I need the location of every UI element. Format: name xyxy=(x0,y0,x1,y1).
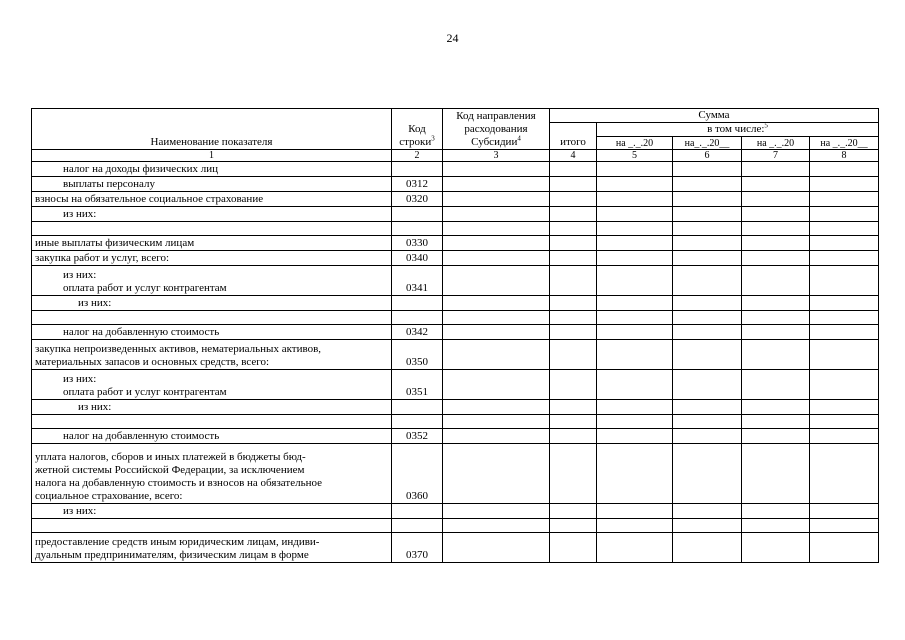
header-incl: в том числе:$^5$ xyxy=(597,123,879,137)
indicator-name-cell: предоставление средств иным юридическим лицам, индиви- дуальным предпринимателям, физическим лицам в форме xyxy=(32,533,392,563)
value-cell[interactable] xyxy=(550,192,597,207)
value-cell[interactable] xyxy=(742,296,810,311)
row-code-cell xyxy=(392,311,443,325)
row-code-cell xyxy=(392,504,443,519)
row-code-cell: 0312 xyxy=(392,177,443,192)
col-num-4: 4 xyxy=(550,150,597,162)
value-cell[interactable] xyxy=(443,533,550,563)
value-cell[interactable] xyxy=(673,251,742,266)
value-cell[interactable] xyxy=(810,162,879,177)
value-cell[interactable] xyxy=(597,236,673,251)
value-cell[interactable] xyxy=(742,162,810,177)
col-num-3: 3 xyxy=(443,150,550,162)
value-cell[interactable] xyxy=(550,415,597,429)
value-cell[interactable] xyxy=(443,504,550,519)
value-cell[interactable] xyxy=(742,415,810,429)
value-cell[interactable] xyxy=(597,429,673,444)
value-cell[interactable] xyxy=(742,177,810,192)
value-cell[interactable] xyxy=(810,519,879,533)
row-code-cell xyxy=(392,162,443,177)
value-cell[interactable] xyxy=(443,162,550,177)
value-cell[interactable] xyxy=(810,340,879,370)
table-row xyxy=(32,177,879,192)
value-cell[interactable] xyxy=(673,266,742,296)
value-cell[interactable] xyxy=(673,236,742,251)
page-number: 24 xyxy=(446,31,459,45)
value-cell[interactable] xyxy=(673,370,742,400)
value-cell[interactable] xyxy=(673,415,742,429)
value-cell[interactable] xyxy=(550,325,597,340)
value-cell[interactable] xyxy=(597,177,673,192)
header-row-top xyxy=(32,109,879,123)
table-row xyxy=(32,340,879,370)
value-cell[interactable] xyxy=(673,177,742,192)
value-cell[interactable] xyxy=(810,207,879,222)
row-code-cell: 0352 xyxy=(392,429,443,444)
value-cell[interactable] xyxy=(550,504,597,519)
value-cell[interactable] xyxy=(673,296,742,311)
indicator-name-cell xyxy=(32,311,392,325)
value-cell[interactable] xyxy=(673,222,742,236)
table-row xyxy=(32,311,879,325)
row-code-cell: 0350 xyxy=(392,340,443,370)
value-cell[interactable] xyxy=(810,533,879,563)
header-date-2: на_._.20__ xyxy=(673,137,742,150)
column-number-row xyxy=(32,150,879,162)
value-cell[interactable] xyxy=(550,177,597,192)
row-code-cell xyxy=(392,400,443,415)
value-cell[interactable] xyxy=(673,162,742,177)
header-date-3: на _._.20 xyxy=(742,137,810,150)
value-cell[interactable] xyxy=(597,340,673,370)
row-code-cell: 0351 xyxy=(392,370,443,400)
value-cell[interactable] xyxy=(443,325,550,340)
indicator-name-cell: из них: xyxy=(32,504,392,519)
value-cell[interactable] xyxy=(810,370,879,400)
value-cell[interactable] xyxy=(550,429,597,444)
value-cell[interactable] xyxy=(673,325,742,340)
table-row xyxy=(32,533,879,563)
value-cell[interactable] xyxy=(742,222,810,236)
value-cell[interactable] xyxy=(742,325,810,340)
value-cell[interactable] xyxy=(597,519,673,533)
value-cell[interactable] xyxy=(597,325,673,340)
value-cell[interactable] xyxy=(597,533,673,563)
indicator-name-cell: из них: оплата работ и услуг контрагентам xyxy=(32,370,392,400)
table-row xyxy=(32,296,879,311)
row-code-cell: 0340 xyxy=(392,251,443,266)
value-cell[interactable] xyxy=(550,444,597,504)
value-cell[interactable] xyxy=(673,340,742,370)
value-cell[interactable] xyxy=(597,370,673,400)
value-cell[interactable] xyxy=(550,400,597,415)
header-sum: Сумма xyxy=(550,109,879,123)
value-cell[interactable] xyxy=(810,222,879,236)
row-code-cell: 0320 xyxy=(392,192,443,207)
value-cell[interactable] xyxy=(810,400,879,415)
indicator-name-cell: выплаты персоналу xyxy=(32,177,392,192)
row-code-cell xyxy=(392,296,443,311)
value-cell[interactable] xyxy=(742,251,810,266)
value-cell[interactable] xyxy=(810,177,879,192)
value-cell[interactable] xyxy=(742,444,810,504)
indicator-name-cell: из них: xyxy=(32,207,392,222)
value-cell[interactable] xyxy=(810,325,879,340)
indicator-name-cell: налог на добавленную стоимость xyxy=(32,429,392,444)
value-cell[interactable] xyxy=(673,400,742,415)
row-code-cell: 0370 xyxy=(392,533,443,563)
value-cell[interactable] xyxy=(443,177,550,192)
value-cell[interactable] xyxy=(550,162,597,177)
row-code-cell xyxy=(392,222,443,236)
table-row xyxy=(32,429,879,444)
col-num-2: 2 xyxy=(392,150,443,162)
value-cell[interactable] xyxy=(810,444,879,504)
value-cell[interactable] xyxy=(742,266,810,296)
value-cell[interactable] xyxy=(810,296,879,311)
value-cell[interactable] xyxy=(597,296,673,311)
value-cell[interactable] xyxy=(597,251,673,266)
value-cell[interactable] xyxy=(443,222,550,236)
row-code-cell: 0341 xyxy=(392,266,443,296)
row-code-cell: 0330 xyxy=(392,236,443,251)
value-cell[interactable] xyxy=(597,162,673,177)
value-cell[interactable] xyxy=(443,192,550,207)
header-code: Код строки$^3$ xyxy=(392,109,443,150)
row-code-cell xyxy=(392,207,443,222)
indicator-name-cell: из них: xyxy=(32,296,392,311)
value-cell[interactable] xyxy=(550,296,597,311)
value-cell[interactable] xyxy=(673,504,742,519)
value-cell[interactable] xyxy=(550,311,597,325)
value-cell[interactable] xyxy=(810,236,879,251)
value-cell[interactable] xyxy=(742,207,810,222)
value-cell[interactable] xyxy=(597,222,673,236)
value-cell[interactable] xyxy=(443,311,550,325)
value-cell[interactable] xyxy=(443,400,550,415)
value-cell[interactable] xyxy=(443,251,550,266)
indicator-name-cell: из них: оплата работ и услуг контрагентам xyxy=(32,266,392,296)
value-cell[interactable] xyxy=(597,400,673,415)
col-num-1: 1 xyxy=(32,150,392,162)
indicator-name-cell: иные выплаты физическим лицам xyxy=(32,236,392,251)
col-num-8: 8 xyxy=(810,150,879,162)
table-row xyxy=(32,162,879,177)
table-row xyxy=(32,266,879,296)
indicator-name-cell: закупка работ и услуг, всего: xyxy=(32,251,392,266)
value-cell[interactable] xyxy=(597,504,673,519)
value-cell[interactable] xyxy=(673,519,742,533)
indicator-name-cell xyxy=(32,519,392,533)
value-cell[interactable] xyxy=(810,415,879,429)
value-cell[interactable] xyxy=(597,207,673,222)
value-cell[interactable] xyxy=(742,519,810,533)
table-row xyxy=(32,504,879,519)
value-cell[interactable] xyxy=(443,370,550,400)
value-cell[interactable] xyxy=(443,207,550,222)
value-cell[interactable] xyxy=(550,222,597,236)
value-cell[interactable] xyxy=(443,296,550,311)
col-num-7: 7 xyxy=(742,150,810,162)
indicator-name-cell xyxy=(32,222,392,236)
table-row xyxy=(32,519,879,533)
table-row xyxy=(32,444,879,504)
row-code-cell: 0342 xyxy=(392,325,443,340)
col-num-6: 6 xyxy=(673,150,742,162)
value-cell[interactable] xyxy=(443,444,550,504)
value-cell[interactable] xyxy=(673,192,742,207)
header-date-1: на _._.20 xyxy=(597,137,673,150)
value-cell[interactable] xyxy=(443,519,550,533)
value-cell[interactable] xyxy=(810,266,879,296)
value-cell[interactable] xyxy=(443,429,550,444)
value-cell[interactable] xyxy=(742,236,810,251)
header-direction: Код направления расходования Субсидии$^4$ xyxy=(443,109,550,150)
value-cell[interactable] xyxy=(810,192,879,207)
financial-report-table xyxy=(31,108,879,563)
row-code-cell xyxy=(392,519,443,533)
table-row xyxy=(32,370,879,400)
indicator-name-cell: закупка непроизведенных активов, нематериальных активов, материальных запасов и основных средств, всего: xyxy=(32,340,392,370)
value-cell[interactable] xyxy=(742,311,810,325)
value-cell[interactable] xyxy=(742,504,810,519)
table-row xyxy=(32,415,879,429)
value-cell[interactable] xyxy=(550,370,597,400)
value-cell[interactable] xyxy=(550,533,597,563)
value-cell[interactable] xyxy=(550,251,597,266)
header-name: Наименование показателя xyxy=(32,109,392,150)
value-cell[interactable] xyxy=(810,429,879,444)
value-cell[interactable] xyxy=(673,533,742,563)
indicator-name-cell xyxy=(32,415,392,429)
header-total: итого xyxy=(550,123,597,150)
value-cell[interactable] xyxy=(673,444,742,504)
row-code-cell: 0360 xyxy=(392,444,443,504)
value-cell[interactable] xyxy=(550,236,597,251)
value-cell[interactable] xyxy=(597,266,673,296)
indicator-name-cell: уплата налогов, сборов и иных платежей в бюджеты бюд- жетной системы Российской Федерации, за исключением налога на добавленную стоимость и взносов на обязательное социальное страхование, всего: xyxy=(32,444,392,504)
indicator-name-cell: из них: xyxy=(32,400,392,415)
value-cell[interactable] xyxy=(597,415,673,429)
value-cell[interactable] xyxy=(673,429,742,444)
value-cell[interactable] xyxy=(810,251,879,266)
row-code-cell xyxy=(392,415,443,429)
col-num-5: 5 xyxy=(597,150,673,162)
value-cell[interactable] xyxy=(443,415,550,429)
header-date-4: на _._.20__ xyxy=(810,137,879,150)
table-row xyxy=(32,192,879,207)
value-cell[interactable] xyxy=(443,266,550,296)
indicator-name-cell: налог на доходы физических лиц xyxy=(32,162,392,177)
value-cell[interactable] xyxy=(810,311,879,325)
indicator-name-cell: налог на добавленную стоимость xyxy=(32,325,392,340)
value-cell[interactable] xyxy=(742,533,810,563)
value-cell[interactable] xyxy=(742,429,810,444)
value-cell[interactable] xyxy=(742,370,810,400)
indicator-name-cell: взносы на обязательное социальное страхование xyxy=(32,192,392,207)
table-row xyxy=(32,222,879,236)
value-cell[interactable] xyxy=(810,504,879,519)
value-cell[interactable] xyxy=(673,311,742,325)
value-cell[interactable] xyxy=(673,207,742,222)
value-cell[interactable] xyxy=(443,236,550,251)
table-row xyxy=(32,251,879,266)
value-cell[interactable] xyxy=(597,444,673,504)
value-cell[interactable] xyxy=(550,207,597,222)
value-cell[interactable] xyxy=(742,340,810,370)
value-cell[interactable] xyxy=(742,192,810,207)
value-cell[interactable] xyxy=(550,519,597,533)
value-cell[interactable] xyxy=(597,311,673,325)
value-cell[interactable] xyxy=(597,192,673,207)
value-cell[interactable] xyxy=(742,400,810,415)
value-cell[interactable] xyxy=(550,340,597,370)
value-cell[interactable] xyxy=(550,266,597,296)
table-row xyxy=(32,325,879,340)
table-row xyxy=(32,236,879,251)
value-cell[interactable] xyxy=(443,340,550,370)
table-row xyxy=(32,207,879,222)
table-row xyxy=(32,400,879,415)
